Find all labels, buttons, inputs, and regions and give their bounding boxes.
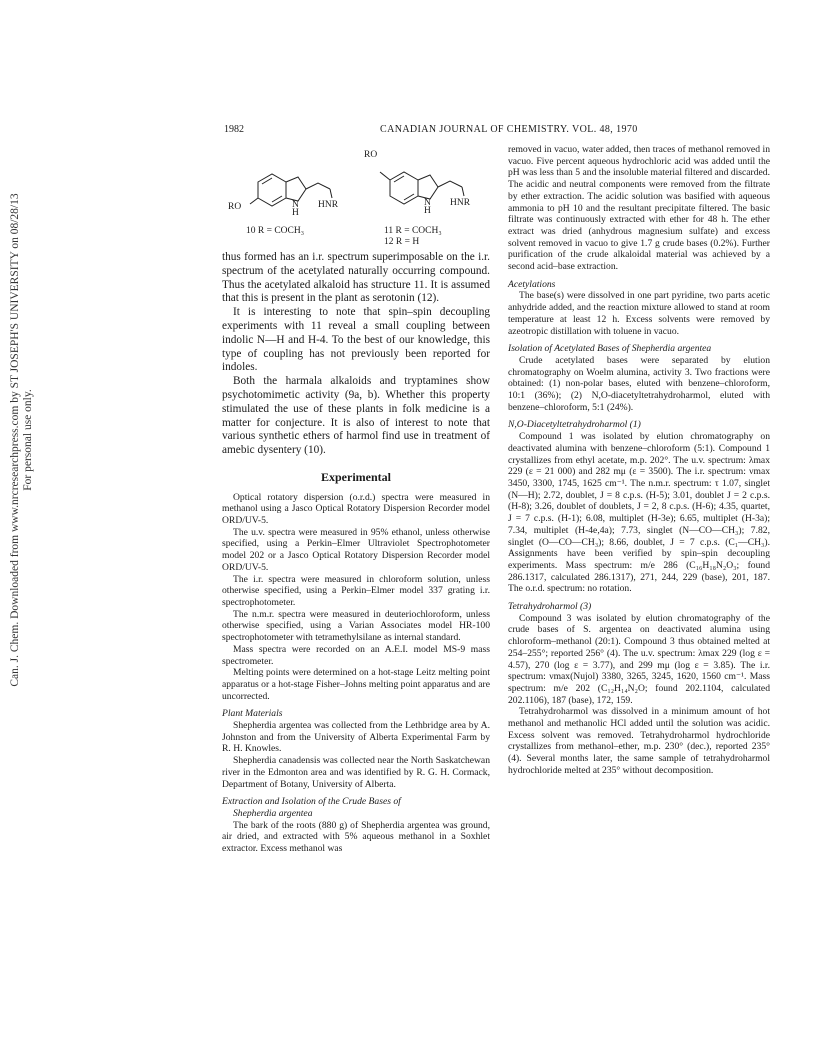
paragraph: Compound 3 was isolated by elution chromatography of the crude bases of S. argentea on deactivated alumina using chloroform–methanol (20:1). Compound 3 thus obtained melted at 254–255°; reported 256° (4). The u.v. spectrum: λmax 229 (log ε = 4.57), 270 (log ε = 3.77), and 299 mμ (log ε = 3.85). The i.r. spectrum: νmax(Nujol) 3380, 3265, 3245, 1620, 1560 cm⁻¹. Mass spectrum: m/e 202 (C₁₂H₁₄N₂O; found 202.1104, calculated 202.1106), 187 (base), 172, 159. — [508, 612, 770, 706]
label-h-left: H — [292, 208, 299, 218]
paragraph: The base(s) were dissolved in one part pyridine, two parts acetic anhydride added, and the reaction mixture allowed to stand at room temperature at least 12 h. Excess solvents were removed by azeotropic distillation with toluene in vacuo. — [508, 290, 770, 337]
paragraph: Melting points were determined on a hot-stage Leitz melting point apparatus or a hot-stage Fisher–Johns melting point apparatus and are uncorrected. — [222, 667, 490, 702]
label-h-right: H — [424, 206, 431, 216]
paragraph: The bark of the roots (880 g) of Shepherdia argentea was ground, air dried, and extracted with 5% aqueous methanol in a Soxhlet extractor. Excess methanol was — [222, 819, 490, 855]
caption-11: 11 R = COCH₃ — [384, 226, 442, 236]
paragraph: Crude acetylated bases were separated by elution chromatography on Woelm alumina, activity 3. Two fractions were obtained: (1) non-polar bases, eluted with benzene–chloroform, 10:1 (36%); (2) N,O-diacetyltetrahydroharmol, eluted with benzene–chloroform, 5:1 (24%). — [508, 354, 770, 413]
side-download-notice — [2, 193, 42, 687]
paragraph: Mass spectra were recorded on an A.E.I. model MS-9 mass spectrometer. — [222, 643, 490, 667]
paragraph: Compound 1 was isolated by elution chromatography on deactivated alumina with benzene–chloroform (5:1). Compound 1 crystallizes from ethyl acetate, m.p. 202°. The u.v. spectrum: λmax 229 (ε = 21 000) and 282 mμ (ε = 3500). The i.r. spectrum: νmax 3450, 3300, 1745, 1625 cm⁻¹. The n.m.r. spectrum: τ 1.07, singlet (N—H); 2.72, doublet, J = 8 c.p.s. (H-5); 3.01, doublet J = 2 c.p.s. (H-8); 3.26, doublet of doublets, J = 2, 8 c.p.s. (H-6); 4.35, quartet, J = 7 c.p.s. (H-1); 6.08, multiplet (H-3e); 6.65, multiplet (H-3a); 7.34, multiplet (H-4e,4a); 7.73, singlet (N—CO—CH₃); 7.82, singlet (O—CO—CH₃); 8.66, doublet, J = 7 c.p.s. (C₁—CH₃). Assignments have been verified by spin–spin decoupling experiments. Mass spectrum: m/e 286 (C₁₆H₁₈N₂O₃; found 286.1317, calculated 286.1317), 271, 244, 229 (base), 201, 187. The o.r.d. spectrum: no rotation. — [508, 431, 770, 595]
label-n-left: N — [292, 200, 299, 210]
subheading-compound-3: Tetrahydroharmol (3) — [508, 601, 592, 613]
caption-10: 10 R = COCH₃ — [246, 226, 305, 236]
caption-12: 12 R = H — [384, 237, 420, 247]
paragraph: It is interesting to note that spin–spin decoupling experiments with 11 reveal a small coupling between indolic N—H and H-4. To the best of our knowledge, this type of coupling has not previously been reported for indoles. — [222, 306, 490, 374]
side-download-text — [9, 193, 35, 686]
right-column — [508, 144, 770, 777]
paragraph: The n.m.r. spectra were measured in deuteriochloroform, unless otherwise specified, using a Varian Associates model HR-100 spectrophotometer with tetramethylsilane as internal standard. — [222, 608, 490, 644]
label-hnr-right: HNR — [450, 198, 471, 208]
chemical-structures — [222, 150, 490, 248]
left-column — [222, 150, 490, 855]
paragraph: Tetrahydroharmol was dissolved in a minimum amount of hot methanol and methanolic HCl added until the solution was acidic. Excess solvent was removed. Tetrahydroharmol hydrochloride crystallizes from methanol–ether, m.p. 230° (dec.), reported 235° (4). Several months later, the same sample of tetrahydroharmol hydrochloride melted at 235° without decomposition. — [508, 706, 770, 776]
label-hnr-left: HNR — [318, 200, 339, 210]
paragraph: The u.v. spectra were measured in 95% ethanol, unless otherwise specified, using a Perkin–Elmer Ultraviolet Spectrophotometer model 202 or a Jasco Optical Rotatory Dispersion Recorder model ORD/UV-5. — [222, 526, 490, 573]
label-ro-right: RO — [364, 150, 378, 160]
paragraph: removed in vacuo, water added, then traces of methanol removed in vacuo. Five percent aqueous hydrochloric acid was added until the pH was less than 5 and the insoluble material filtered and discarded. The acidic and neutral components were removed from the filtrate by ether extraction. The acidic solution was basified with aqueous ammonia to pH 10 and the resultant precipitate filtered. The basic filtrate was continuously extracted with ether for 48 h. The ether extract was dried (anhydrous magnesium sulfate) and excess solvent removed in vacuo to give 1.7 g crude bases (0.2%). Further purification of the crude alkaloidal material was achieved by a second acid–base extraction. — [508, 144, 770, 273]
paragraph: thus formed has an i.r. spectrum superimposable on the i.r. spectrum of the acetylated naturally occurring compound. Thus the acetylated alkaloid has structure 11. It is assumed that this is present in the plant as serotonin (12). — [222, 251, 490, 305]
side-line-2: For personal use only. — [22, 389, 34, 491]
paragraph: The i.r. spectra were measured in chloroform solution, unless otherwise specified, using a Perkin–Elmer model 337 grating i.r. spectrophotometer. — [222, 573, 490, 608]
subheading-extraction: Extraction and Isolation of the Crude Bases of — [222, 796, 401, 808]
page-number: 1982 — [224, 124, 244, 135]
paragraph: Shepherdia argentea was collected from the Lethbridge area by A. Johnston and from the University of Alberta Experimental Farm by R. H. Knowles. — [222, 720, 490, 755]
label-n-right: N — [424, 198, 431, 208]
subheading-compound-1: N,O-Diacetyltetrahydroharmol (1) — [508, 419, 641, 431]
side-line-1: Can. J. Chem. Downloaded from www.nrcresearchpress.com by ST JOSEPH'S UNIVERSITY on 08/28/13 — [9, 193, 21, 687]
subheading-acetylations: Acetylations — [508, 278, 556, 290]
subheading-plant-materials: Plant Materials — [222, 708, 283, 720]
paragraph: Shepherdia canadensis was collected near the North Saskatchewan river in the Edmonton area and was identified by R. G. H. Cormack, Department of Botany, University of Alberta. — [222, 755, 490, 790]
paragraph: Both the harmala alkaloids and tryptamines show psychotomimetic activity (9a, b). Whether this property stimulated the use of these plants in folk medicine is a matter for conjecture. It is also of interest to note that various synthetic ethers of harmol find use in treatment of amebic dysentery (10). — [222, 375, 490, 457]
subheading-isolation: Isolation of Acetylated Bases of Shepherdia argentea — [508, 343, 712, 355]
subheading-extraction-line2: Shepherdia argentea — [233, 807, 313, 819]
journal-title: CANADIAN JOURNAL OF CHEMISTRY. VOL. 48, 1970 — [380, 124, 638, 135]
section-heading-experimental: Experimental — [321, 469, 391, 484]
label-ro-left: RO — [228, 202, 242, 212]
paragraph: Optical rotatory dispersion (o.r.d.) spectra were measured in methanol using a Jasco Optical Rotatory Dispersion Recorder model ORD/UV-5. — [222, 491, 490, 527]
